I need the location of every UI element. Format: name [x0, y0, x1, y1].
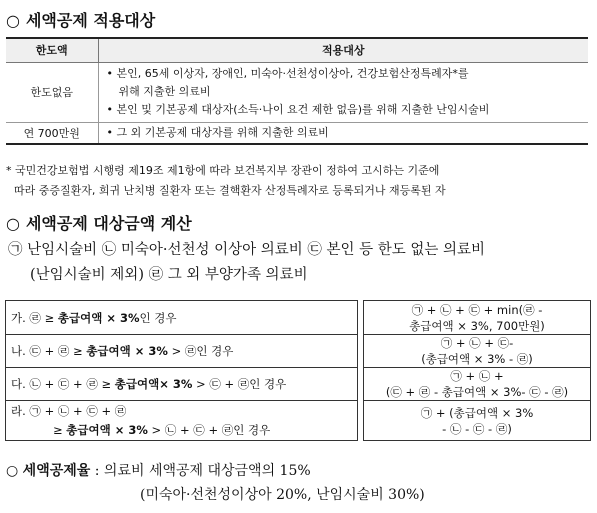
table-row — [6, 122, 588, 144]
rate-subnote: (미숙아·선천성이상아 20%, 난임시술비 30%) — [140, 487, 425, 503]
condition-line — [11, 421, 357, 440]
table-header-row — [6, 38, 588, 62]
condition-cell — [6, 368, 358, 401]
description-line: ㉠ 난임시술비 ㉡ 미숙아·선천성 이상아 의료비 ㉢ 본인 등 한도 없는 의료비 — [8, 242, 485, 258]
target-cell — [98, 122, 588, 144]
calculation-table — [5, 300, 591, 441]
condition-bold: 총급여액 × 3% — [86, 344, 168, 358]
header-target: 적용대상 — [98, 38, 588, 62]
deduction-rate — [6, 458, 311, 484]
condition-bold: 총급여액 × 3% — [66, 422, 148, 437]
section-title-application — [6, 8, 155, 31]
bullet-circle: ○ — [6, 214, 20, 233]
table-row — [6, 401, 591, 441]
category-description — [8, 238, 485, 288]
target-line: • 그 외 기본공제 대상자를 위해 지출한 의료비 — [106, 125, 329, 139]
formula-line: (㉢ + ㉣ - 총급여액 × 3%- ㉢ - ㉣) — [385, 385, 569, 399]
formula-cell — [364, 301, 591, 335]
condition-text: > ㉣인 경우 — [167, 344, 234, 358]
target-line: 위해 지출한 의료비 — [118, 85, 211, 98]
condition-cell — [6, 401, 358, 441]
formula-line: (총급여액 × 3% - ㉣) — [421, 352, 533, 366]
target-line: • 본인, 65세 이상자, 장애인, 미숙아·선천성이상아, 건강보험산정특례자*를 — [106, 67, 469, 80]
condition-text: 인 경우 — [139, 310, 177, 325]
condition-cell — [6, 301, 358, 335]
formula-line: ㉠ + (총급여액 × 3% — [420, 405, 534, 420]
formula-line: ㉠ + ㉡ + ㉢- — [440, 336, 514, 350]
bullet-circle: ○ — [6, 11, 20, 30]
formula-line: ㉠ + ㉡ + — [450, 369, 504, 383]
description-line: (난임시술비 제외) ㉣ 그 외 부양가족 의료비 — [30, 267, 308, 283]
table-row — [6, 368, 591, 401]
formula-line: ㉠ + ㉡ + ㉢ + min(㉣ - — [411, 302, 543, 317]
section-title-text: 세액공제 대상금액 계산 — [25, 214, 192, 233]
application-table — [6, 37, 588, 145]
target-line: • 본인 및 기본공제 대상자(소득·나이 요건 제한 없음)를 위해 지출한 난임시술비 — [106, 103, 490, 116]
condition-bold: 총급여액 × 3% — [57, 310, 140, 325]
formula-cell — [364, 368, 591, 401]
condition-text: > ㉢ + ㉣인 경우 — [192, 377, 287, 391]
condition-text: 라. ㉠ + ㉡ + ㉢ + ㉣ — [11, 403, 127, 418]
condition-bold: 총급여액× 3% — [114, 377, 193, 391]
condition-text: ≥ — [53, 422, 67, 437]
condition-text: > ㉡ + ㉢ + ㉣인 경우 — [147, 422, 271, 437]
condition-text: 나. ㉢ + ㉣ ≥ — [11, 344, 87, 358]
condition-text: 다. ㉡ + ㉢ + ㉣ ≥ — [11, 377, 115, 391]
limit-cell: 연 700만원 — [6, 122, 98, 144]
footnote — [6, 161, 592, 201]
table-row — [6, 62, 588, 122]
footnote-line: * 국민건강보험법 시행령 제19조 제1항에 따라 보건복지부 장관이 정하여 고시하는 기준에 — [6, 164, 440, 177]
rate-label: 세액공제율 — [22, 463, 91, 479]
section-title-text: 세액공제 적용대상 — [25, 11, 156, 30]
section-title-calculation — [6, 211, 192, 234]
bullet-circle: ○ — [6, 463, 19, 479]
footnote-line: 따라 중증질환자, 희귀 난치병 질환자 또는 결핵환자 산정특례자로 등록되거나 재등록된 자 — [14, 184, 446, 197]
rate-value: 의료비 세액공제 대상금액의 15% — [103, 463, 311, 479]
header-limit: 한도액 — [6, 38, 98, 62]
formula-cell — [364, 401, 591, 441]
formula-line: 총급여액 × 3%, 700만원) — [409, 318, 545, 333]
condition-text: 가. ㉣ ≥ — [11, 310, 58, 325]
limit-cell: 한도없음 — [6, 62, 98, 122]
rate-colon: : — [90, 463, 104, 479]
table-row — [6, 301, 591, 335]
table-row — [6, 335, 591, 368]
formula-cell — [364, 335, 591, 368]
condition-cell — [6, 335, 358, 368]
target-cell — [98, 62, 588, 122]
formula-line: - ㉡ - ㉢ - ㉣) — [442, 421, 512, 436]
